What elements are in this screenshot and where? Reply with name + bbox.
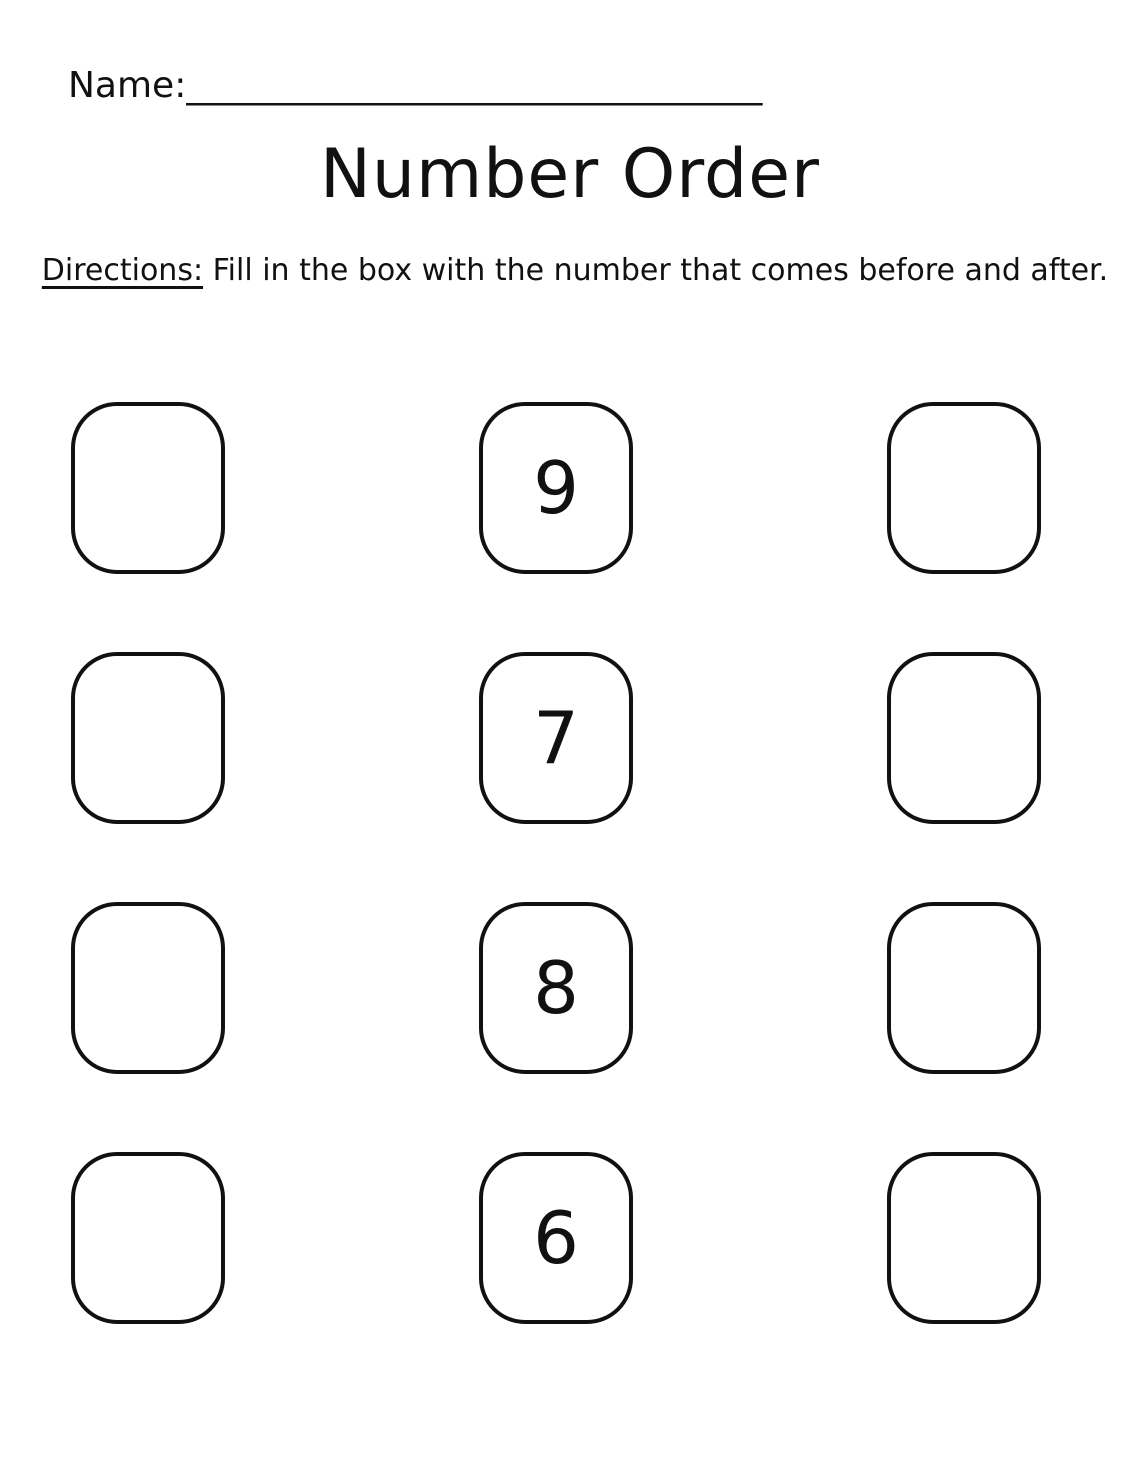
name-label: Name: [68, 65, 187, 106]
directions-text: Fill in the box with the number that comes before and after. [203, 253, 1109, 288]
number-box: 8 [479, 902, 633, 1074]
before-box[interactable] [71, 902, 225, 1074]
before-box[interactable] [71, 1152, 225, 1324]
page-title: Number Order [319, 135, 821, 214]
after-box[interactable] [887, 652, 1041, 824]
after-box[interactable] [887, 1152, 1041, 1324]
directions-label: Directions: [41, 253, 204, 288]
before-box[interactable] [71, 402, 225, 574]
name-blank[interactable]: ________________________________ [186, 65, 763, 106]
after-box[interactable] [887, 402, 1041, 574]
number-box: 9 [479, 402, 633, 574]
number-box: 6 [479, 1152, 633, 1324]
after-box[interactable] [887, 902, 1041, 1074]
number-box: 7 [479, 652, 633, 824]
before-box[interactable] [71, 652, 225, 824]
